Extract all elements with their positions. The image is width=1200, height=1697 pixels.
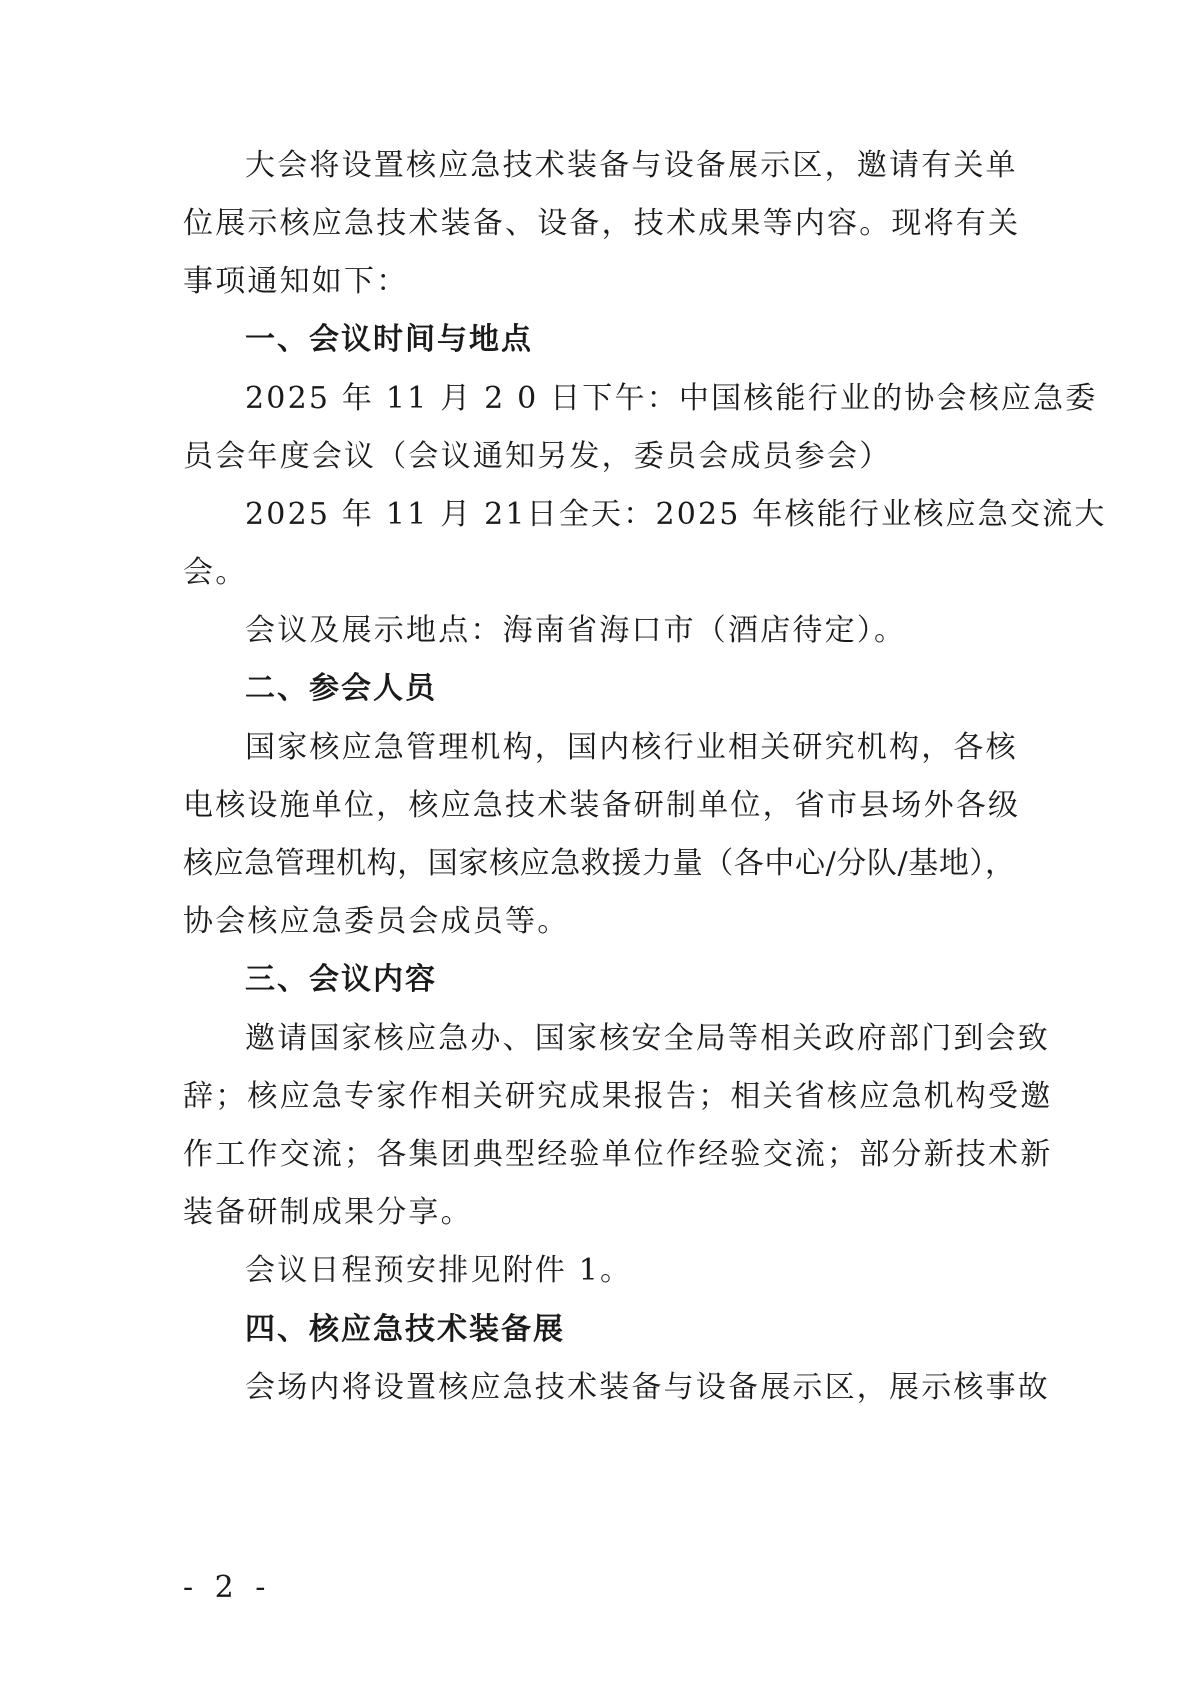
paragraph-line: 国家核应急管理机构，国内核行业相关研究机构，各核 [245,730,1018,765]
paragraph-line: 电核设施单位，核应急技术装备研制单位，省市县场外各级 [183,788,1021,823]
paragraph-line: 作工作交流；各集团典型经验单位作经验交流；部分新技术新 [183,1137,1053,1172]
section-heading-participants: 二、参会人员 [245,671,437,706]
paragraph-line: 2025 年 11 月 2 0 日下午：中国核能行业的协会核应急委 [245,381,1098,416]
paragraph-line: 会议及展示地点：海南省海口市（酒店待定）。 [245,613,907,648]
paragraph-line: 会。 [183,555,248,590]
paragraph-line: 协会核应急委员会成员等。 [183,904,570,939]
page-number: - 2 - [183,1570,272,1605]
section-heading-exhibition: 四、核应急技术装备展 [245,1312,565,1347]
paragraph-line: 员会年度会议（会议通知另发，委员会成员参会） [183,439,892,474]
paragraph-line: 事项通知如下： [183,264,409,299]
section-heading-content: 三、会议内容 [245,962,437,997]
paragraph-line: 核应急管理机构，国家核应急救援力量（各中心/分队/基地）， [183,846,1016,881]
paragraph-line: 2025 年 11 月 21日全天：2025 年核能行业核应急交流大 [245,497,1107,532]
paragraph-line: 会议日程预安排见附件 1。 [245,1253,633,1288]
paragraph-line: 大会将设置核应急技术装备与设备展示区，邀请有关单 [245,148,1018,183]
paragraph-line: 会场内将设置核应急技术装备与设备展示区，展示核事故 [245,1370,1050,1405]
paragraph-line: 邀请国家核应急办、国家核安全局等相关政府部门到会致 [245,1021,1050,1056]
paragraph-line: 辞；核应急专家作相关研究成果报告；相关省核应急机构受邀 [183,1079,1053,1114]
section-heading-time-place: 一、会议时间与地点 [245,322,533,357]
paragraph-line: 装备研制成果分享。 [183,1195,473,1230]
paragraph-line: 位展示核应急技术装备、设备，技术成果等内容。现将有关 [183,206,1021,241]
